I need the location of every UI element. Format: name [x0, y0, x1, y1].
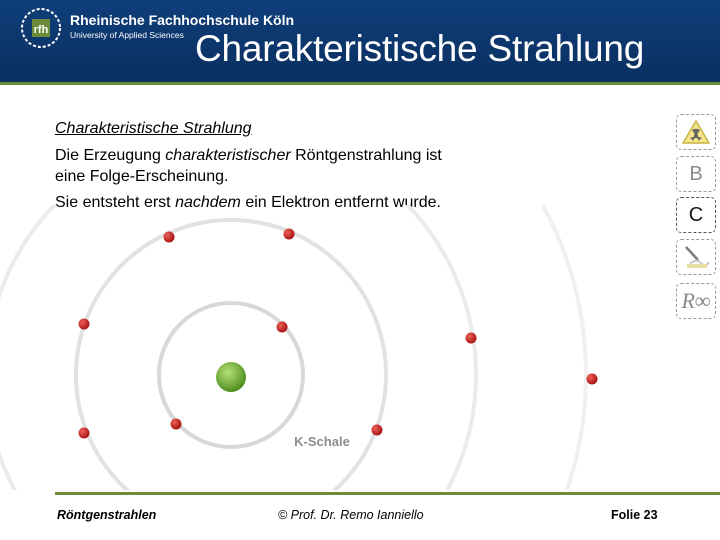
electron: [79, 428, 90, 439]
electron: [277, 322, 288, 333]
c-nav-button[interactable]: [676, 197, 716, 233]
radiation-icon: [682, 119, 710, 145]
electron: [171, 419, 182, 430]
footer-slide-number: Folie 23: [611, 508, 658, 522]
footer-author: © Prof. Dr. Remo Ianniello: [278, 508, 424, 522]
electron: [164, 232, 175, 243]
slide-header: [0, 0, 720, 85]
pen-icon: [681, 244, 711, 270]
slide-title: Charakteristische Strahlung: [195, 28, 645, 69]
c-nav-label: C: [688, 203, 704, 226]
footer-topic: Röntgenstrahlen: [57, 508, 157, 522]
electron: [587, 374, 598, 385]
electron: [372, 425, 383, 436]
text-segment: Röntgenstrahlung ist: [290, 147, 442, 164]
text-emphasis: nachdem: [175, 194, 241, 211]
slide-body-text: [55, 118, 545, 218]
r-infinity-label: R∞: [681, 288, 711, 313]
svg-text:rfh: rfh: [33, 24, 49, 36]
electron: [284, 229, 295, 240]
text-segment: Die Erzeugung: [55, 147, 166, 164]
shell-label: K-Schale: [294, 434, 350, 449]
pen-nav-button[interactable]: [676, 239, 716, 275]
content-heading: Charakteristische Strahlung: [55, 120, 252, 137]
n-shell: [0, 205, 586, 490]
b-nav-label: B: [689, 162, 703, 185]
r-infinity-nav-button[interactable]: [676, 283, 716, 319]
radiation-nav-button[interactable]: [676, 114, 716, 150]
footer-divider: [55, 492, 720, 495]
university-logo-icon: [20, 7, 62, 49]
text-segment: Sie entsteht erst: [55, 194, 176, 211]
text-emphasis: charakteristischer: [165, 147, 291, 164]
institution-name: Rheinische Fachhochschule Köln: [70, 12, 295, 28]
electron: [79, 319, 90, 330]
atom-shell-diagram: [0, 205, 660, 490]
nucleus: [216, 362, 246, 392]
b-nav-button[interactable]: [676, 156, 716, 192]
institution-subtitle: University of Applied Sciences: [70, 30, 184, 40]
l-shell: [76, 220, 386, 490]
electron: [466, 333, 477, 344]
text-segment: ein Elektron entfernt wurde.: [240, 194, 441, 211]
text-segment: eine Folge-Erscheinung.: [55, 168, 229, 185]
paragraph-1: [55, 145, 545, 187]
